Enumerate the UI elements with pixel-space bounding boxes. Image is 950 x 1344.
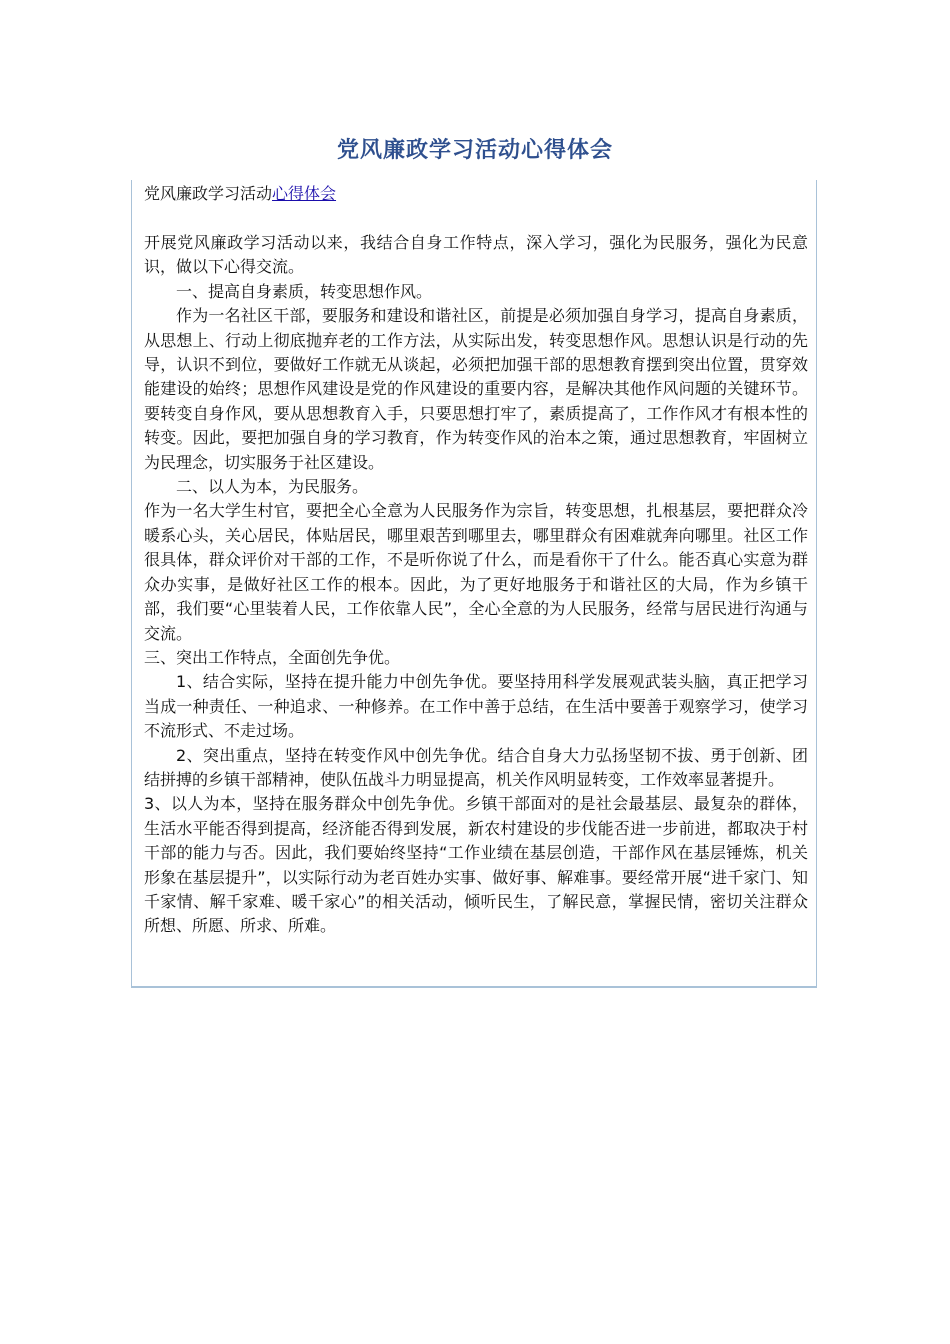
paragraph-point-2: 2、突出重点，坚持在转变作风中创先争优。结合自身大力弘扬坚韧不拔、勇于创新、团结拼搏的乡镇干部精神，使队伍战斗力明显提高，机关作风明显转变，工作效率显著提升。: [144, 745, 808, 789]
document-title: 党风廉政学习活动心得体会: [336, 138, 613, 163]
blank-line: [144, 206, 808, 231]
heading-section-3: 三、突出工作特点，全面创先争优。: [144, 647, 401, 667]
paragraph-section-1: 作为一名社区干部，要服务和建设和谐社区，前提是必须加强自身学习，提高自身素质，从思想上、行动上彻底抛弃老的工作方法，从实际出发，转变思想作风。思想认识是行动的先导，认识不到位，要做好工作就无从谈起，必须把加强干部的思想教育摆到突出位置，贯穿效能建设的始终；思想作风建设是党的作风建设的重要内容，是解决其他作风问题的关键环节。要转变自身作风，要从思想教育入手，只要思想打牢了，素质提高了，工作作风才有根本性的转变。因此，要把加强自身的学习教育，作为转变作风的治本之策，通过思想教育，牢固树立为民理念，切实服务于社区建设。: [144, 306, 808, 472]
heading-section-2: 二、以人为本，为民服务。: [176, 477, 369, 497]
paragraph-section-2: 作为一名大学生村官，要把全心全意为人民服务作为宗旨，转变思想，扎根基层，要把群众冷暖系心头，关心居民，体贴居民，哪里艰苦到哪里去，哪里群众有困难就奔向哪里。社区工作很具体，群众评价对干部的工作，不是听你说了什么，而是看你干了什么。能否真心实意为群众办实事，是做好社区工作的根本。因此，为了更好地服务于和谐社区的大局，作为乡镇干部，我们要“心里装着人民，工作依靠人民”，全心全意的为人民服务，经常与居民进行沟通与交流。: [144, 501, 808, 643]
paragraph-point-3: 3、以人为本，坚持在服务群众中创先争优。乡镇干部面对的是社会最基层、最复杂的群体，生活水平能否得到提高，经济能否得到发展，新农村建设的步伐能否进一步前进，都取决于村干部的能力与否。因此，我们要始终坚持“工作业绩在基层创造，干部作风在基层锤炼，机关形象在基层提升”，以实际行动为老百姓办实事、做好事、解难事。要经常开展“进千家门、知千家情、解千家难、暖千家心”的相关活动，倾听民生，了解民意，掌握民情，密切关注群众所想、所愿、所求、所难。: [144, 794, 808, 936]
subtitle-text: 党风廉政学习活动: [144, 184, 273, 203]
subtitle-link[interactable]: 心得体会: [272, 184, 337, 203]
paragraph-intro: 开展党风廉政学习活动以来，我结合自身工作特点，深入学习，强化为民服务，强化为民意识，做以下心得交流。: [144, 233, 808, 277]
paragraph-point-1: 1、结合实际，坚持在提升能力中创先争优。要坚持用科学发展观武装头脑，真正把学习当成一种责任、一种追求、一种修养。在工作中善于总结，在生活中要善于观察学习，使学习不流形式、不走过场。: [144, 672, 808, 741]
content-box: [131, 180, 817, 988]
heading-section-1: 一、提高自身素质，转变思想作风。: [176, 281, 433, 301]
subtitle-line: [144, 182, 808, 206]
content-body: [144, 182, 808, 939]
